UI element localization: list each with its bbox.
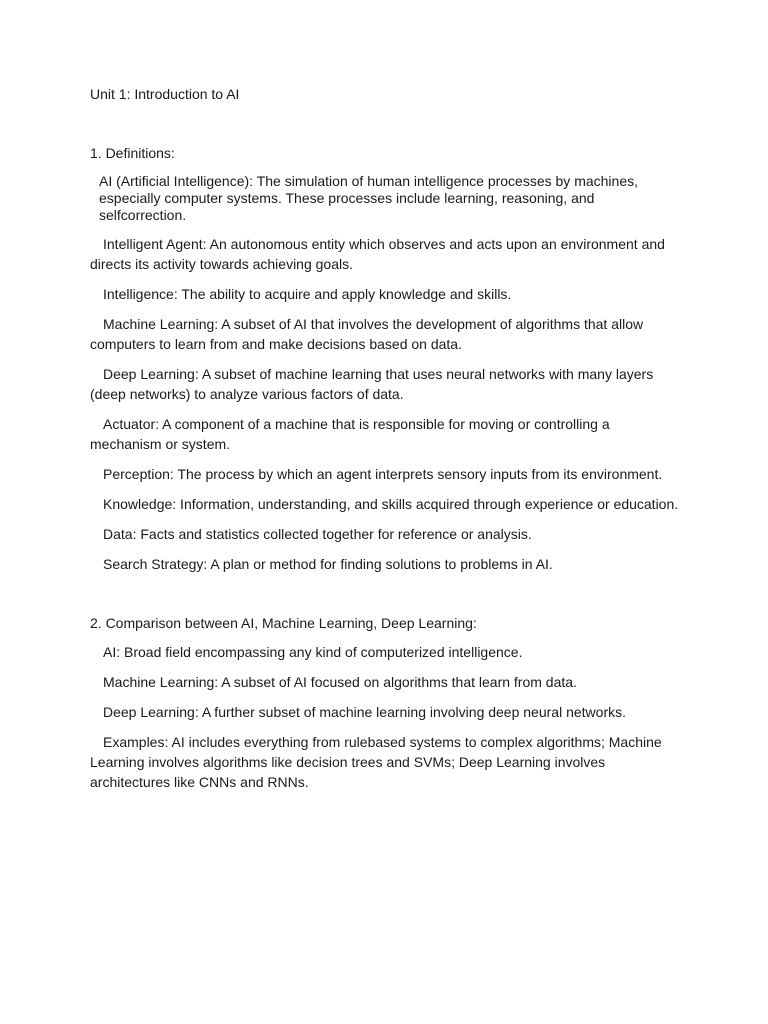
definition-deep-learning: Deep Learning: A subset of machine learning that uses neural networks with many layers (deep networks) to analyze various factors of data. [90, 366, 654, 402]
comparison-examples: Examples: AI includes everything from rulebased systems to complex algorithms; Machine Learning involves algorithms like decision trees and SVMs; Deep Learning involves architectures like CNNs and RNNs. [90, 734, 662, 790]
definition-intelligence: Intelligence: The ability to acquire and apply knowledge and skills. [103, 286, 512, 302]
definition-ai: AI (Artificial Intelligence): The simulation of human intelligence processes by machines, especially computer systems. These processes include learning, reasoning, and selfcorrection. [99, 173, 638, 223]
definitions-section [90, 144, 680, 574]
comparison-ai: AI: Broad field encompassing any kind of computerized intelligence. [103, 644, 523, 660]
definition-machine-learning: Machine Learning: A subset of AI that involves the development of algorithms that allow computers to learn from and make decisions based on data. [90, 316, 644, 352]
comparison-section [90, 614, 680, 792]
definition-knowledge: Knowledge: Information, understanding, and skills acquired through experience or education. [103, 496, 679, 512]
comparison-deep-learning: Deep Learning: A further subset of machine learning involving deep neural networks. [103, 704, 626, 720]
section-heading-comparison: 2. Comparison between AI, Machine Learning, Deep Learning: [90, 615, 477, 631]
definition-search-strategy: Search Strategy: A plan or method for finding solutions to problems in AI. [103, 556, 553, 572]
definition-data: Data: Facts and statistics collected together for reference or analysis. [103, 526, 532, 542]
unit-title: Unit 1: Introduction to AI [90, 86, 240, 102]
comparison-machine-learning: Machine Learning: A subset of AI focused on algorithms that learn from data. [103, 674, 577, 690]
definition-intelligent-agent: Intelligent Agent: An autonomous entity which observes and acts upon an environment and directs its activity towards achieving goals. [90, 236, 665, 272]
definition-perception: Perception: The process by which an agent interprets sensory inputs from its environment. [103, 466, 663, 482]
definition-actuator: Actuator: A component of a machine that is responsible for moving or controlling a mechanism or system. [90, 416, 610, 452]
section-heading-definitions: 1. Definitions: [90, 145, 175, 161]
